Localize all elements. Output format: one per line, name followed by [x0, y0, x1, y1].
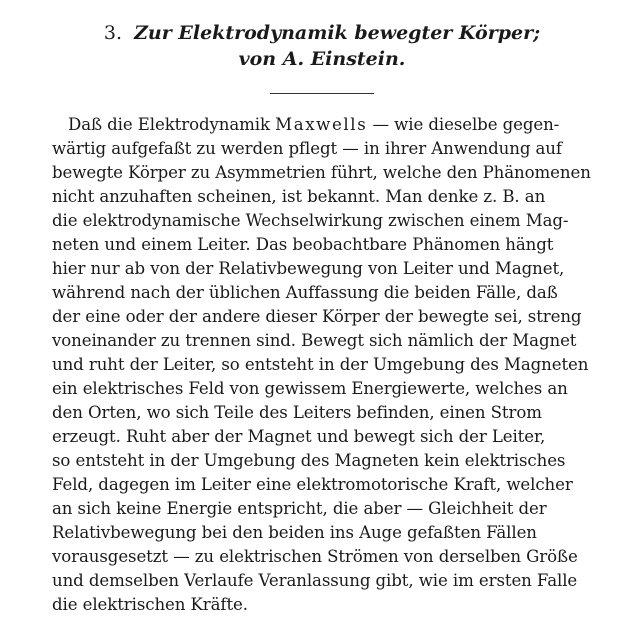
- title-divider: [270, 93, 374, 94]
- body-line-11: und ruht der Leiter, so entsteht in der Umgebung des Magneten: [52, 355, 589, 374]
- body-line-7: hier nur ab von der Relativbewegung von Leiter und Magnet,: [52, 259, 565, 278]
- section-number: 3.: [103, 22, 123, 44]
- body-line-5: die elektrodynamische Wechselwirkung zwischen einem Mag-: [52, 211, 569, 230]
- name-maxwell: Maxwells: [275, 115, 368, 134]
- body-line-21: die elektrischen Kräfte.: [52, 595, 248, 614]
- paper-page: [52, 0, 592, 624]
- body-line-10: voneinander zu trennen sind. Bewegt sich nämlich der Magnet: [52, 331, 577, 350]
- body-line-3: bewegte Körper zu Asymmetrien führt, welche den Phänomenen: [52, 163, 591, 182]
- body-line-4: nicht anzuhaften scheinen, ist bekannt. Man denke z. B. an: [52, 187, 546, 206]
- body-line-6: neten und einem Leiter. Das beobachtbare Phänomen hängt: [52, 235, 554, 254]
- paper-title-line: [52, 22, 592, 44]
- body-line-16: Feld, dagegen im Leiter eine elektromotorische Kraft, welcher: [52, 475, 573, 494]
- paper-title: Zur Elektrodynamik bewegter Körper;: [134, 22, 541, 44]
- body-line-13: den Orten, wo sich Teile des Leiters befinden, einen Strom: [52, 403, 542, 422]
- body-line-1: Daß die Elektrodynamik Maxwells — wie dieselbe gegen-: [68, 115, 560, 134]
- author-line: [52, 48, 592, 70]
- body-line-14: erzeugt. Ruht aber der Magnet und bewegt sich der Leiter,: [52, 427, 546, 446]
- body-line-17: an sich keine Energie entspricht, die aber — Gleichheit der: [52, 499, 547, 518]
- body-line-12: ein elektrisches Feld von gewissem Energiewerte, welches an: [52, 379, 568, 398]
- body-line-20: und demselben Verlaufe Veranlassung gibt, wie im ersten Falle: [52, 571, 578, 590]
- paper-author: von A. Einstein.: [238, 48, 406, 70]
- body-line-18: Relativbewegung bei den beiden ins Auge gefaßten Fällen: [52, 523, 537, 542]
- body-line-15: so entsteht in der Umgebung des Magneten kein elektrisches: [52, 451, 566, 470]
- body-line-9: der eine oder der andere dieser Körper der bewegte sei, streng: [52, 307, 582, 326]
- body-line-8: während nach der üblichen Auffassung die beiden Fälle, daß: [52, 283, 558, 302]
- body-line-2: wärtig aufgefaßt zu werden pflegt — in ihrer Anwendung auf: [52, 139, 562, 158]
- body-line-19: vorausgesetzt — zu elektrischen Strömen von derselben Größe: [52, 547, 578, 566]
